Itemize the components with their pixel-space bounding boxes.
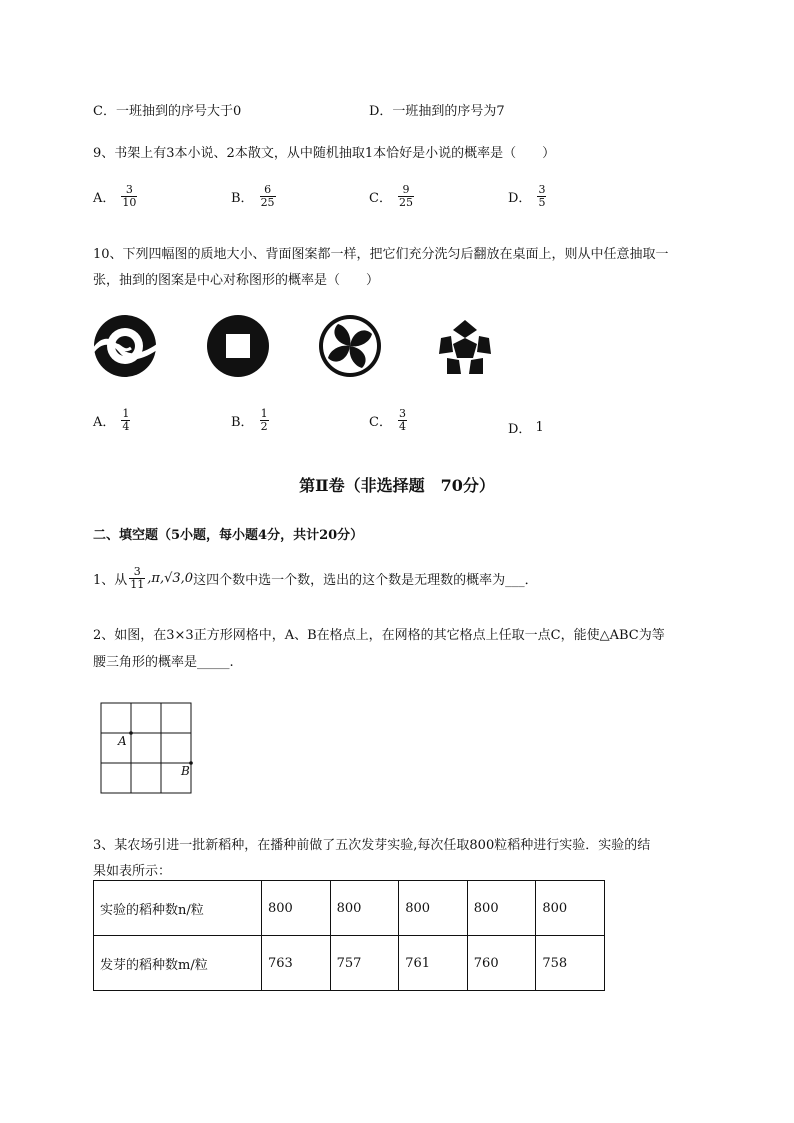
q9-option-a: A． $\frac{3}{10}$ — [93, 183, 137, 209]
q8-option-d: D．一班抽到的序号为7 — [369, 104, 505, 119]
row-header: 实验的稻种数n/粒 — [94, 881, 262, 936]
q9-option-d: D． $\frac{3}{5}$ — [508, 183, 546, 209]
table-cell: 800 — [536, 881, 605, 936]
table-cell: 800 — [330, 881, 399, 936]
point-a-label: A — [118, 734, 127, 748]
fill2-line2: 腰三角形的概率是_____. — [93, 655, 234, 670]
q10-stem-line2: 张，抽到的图案是中心对称图形的概率是（ ） — [93, 273, 380, 288]
table-row — [94, 881, 605, 936]
table-cell: 757 — [330, 936, 399, 991]
fill3-line1: 3、某农场引进一批新稻种，在播种前做了五次发芽实验,每次任取800粒稻种进行实验．实验的结 — [93, 838, 651, 853]
point-b-label: B — [181, 764, 190, 778]
q8-option-c: C．一班抽到的序号大于0 — [93, 104, 242, 119]
q10-option-c: C． $\frac{3}{4}$ — [369, 407, 406, 433]
q9-option-c: C． $\frac{9}{25}$ — [369, 183, 413, 209]
fill2-line1: 2、如图，在3×3正方形网格中，A、B在格点上，在网格的其它格点上任取一点C，能使△ABC为等 — [93, 628, 665, 643]
table-cell: 760 — [467, 936, 536, 991]
pentagon-star-icon — [433, 316, 497, 380]
q10-option-a: A． $\frac{1}{4}$ — [93, 407, 130, 433]
fill1-stem: 1、从 $\frac{3}{11}$ ,π,√3,0 这四个数中选一个数，选出的这个数是无理数的概率为___． — [93, 565, 538, 591]
table-cell: 800 — [467, 881, 536, 936]
flower-circle-icon — [318, 314, 382, 378]
table-cell: 800 — [262, 881, 331, 936]
table-cell: 761 — [399, 936, 468, 991]
table-cell: 800 — [399, 881, 468, 936]
section-heading: 二、填空题（5小题，每小题4分，共计20分） — [93, 528, 364, 543]
q9-stem: 9、书架上有3本小说、2本散文，从中随机抽取1本恰好是小说的概率是（ ） — [93, 146, 556, 161]
grid-figure — [100, 702, 196, 798]
table-cell: 758 — [536, 936, 605, 991]
row-header: 发芽的稻种数m/粒 — [94, 936, 262, 991]
fill3-line2: 果如表所示： — [93, 864, 172, 879]
q10-stem-line1: 10、下列四幅图的质地大小、背面图案都一样，把它们充分洗匀后翻放在桌面上，则从中任意抽取一 — [93, 247, 669, 262]
coin-square-icon — [206, 314, 270, 378]
table-row — [94, 936, 605, 991]
q9-option-b: B． $\frac{6}{25}$ — [231, 183, 275, 209]
q10-option-b: B． $\frac{1}{2}$ — [231, 407, 268, 433]
q10-option-d: D． 1 — [508, 420, 544, 437]
part2-title: 第Ⅱ卷（非选择题 70分） — [299, 476, 495, 495]
germination-table — [93, 880, 605, 991]
swirl-icon — [93, 314, 157, 378]
table-cell: 763 — [262, 936, 331, 991]
